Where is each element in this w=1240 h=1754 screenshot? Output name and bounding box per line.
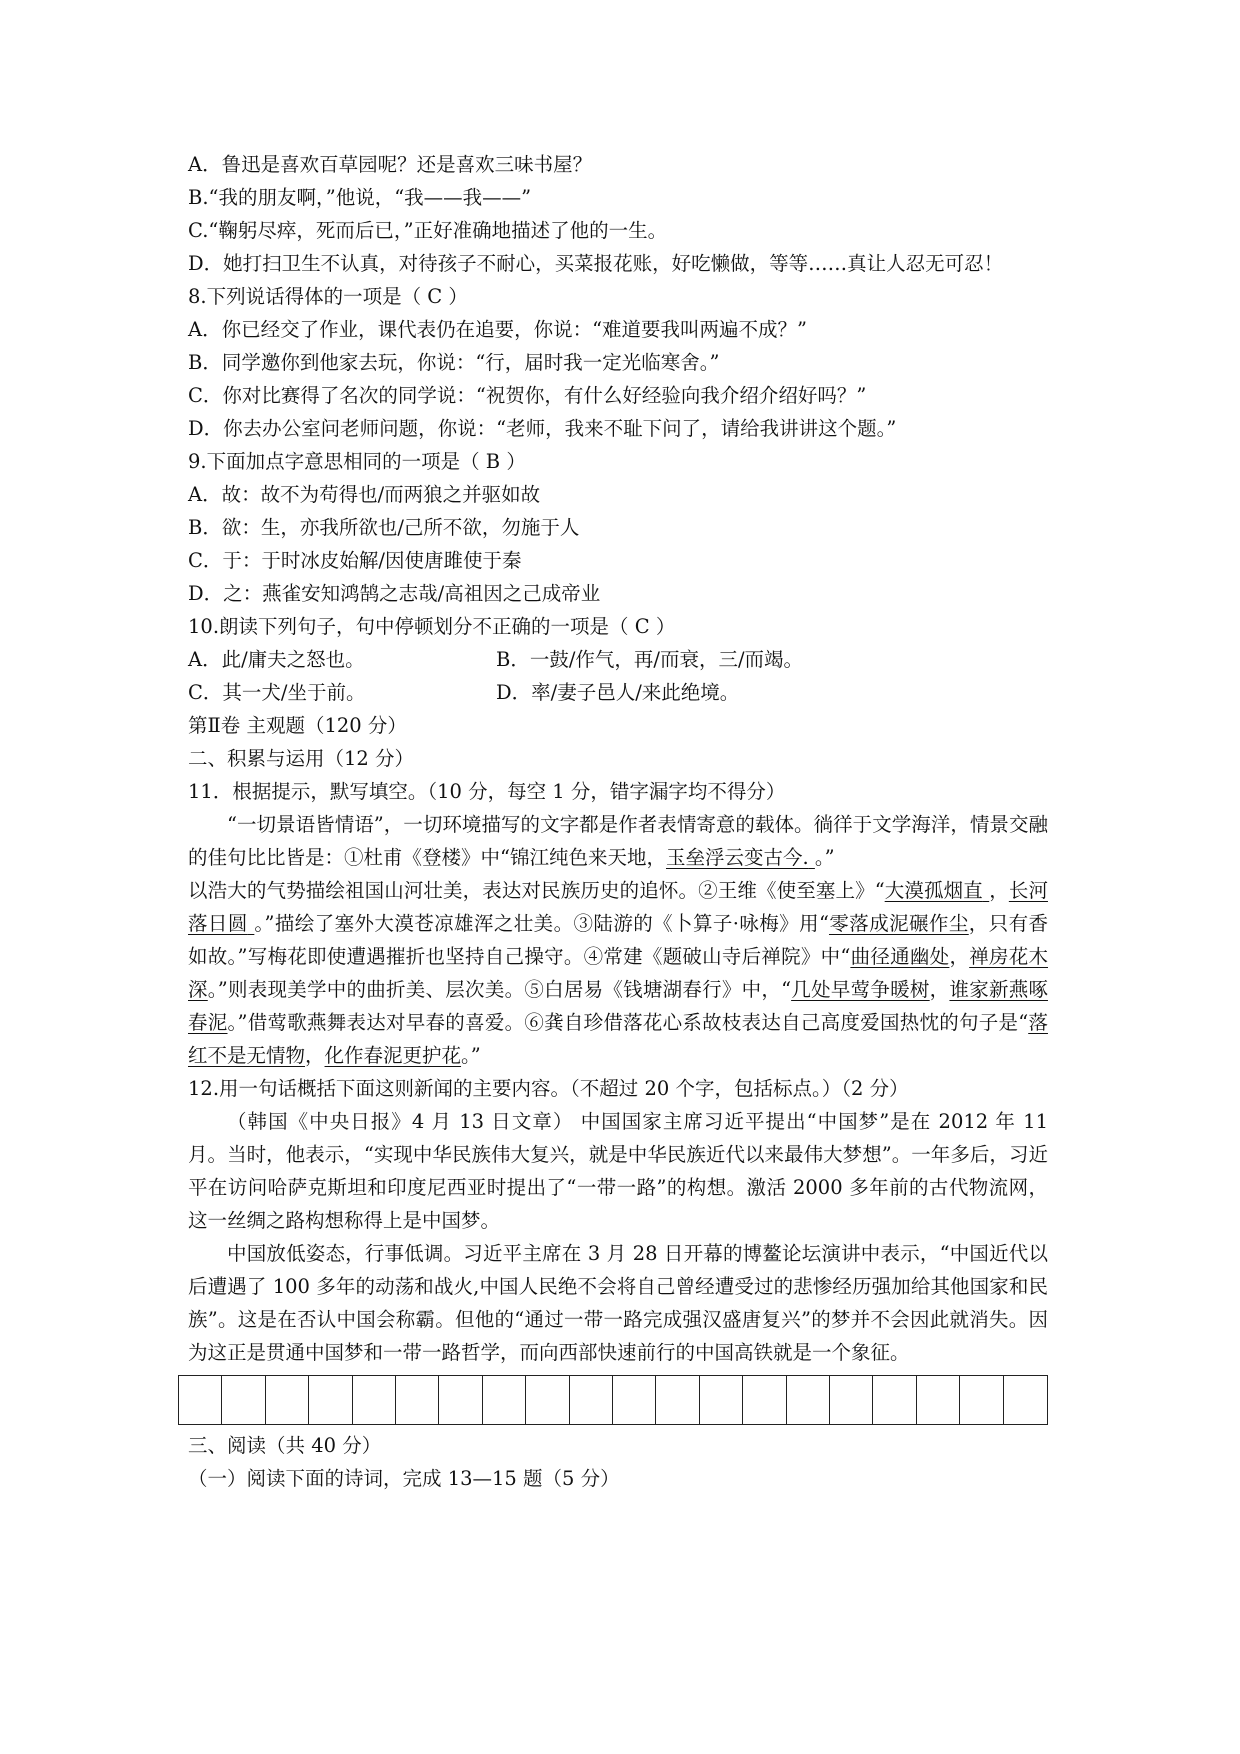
q11-answer-10: 化作春泥更护花 — [324, 1044, 462, 1067]
answer-cell[interactable] — [309, 1376, 352, 1424]
q11-passage-2 — [188, 874, 1048, 1072]
answer-cell[interactable] — [222, 1376, 265, 1424]
q10-row-1 — [188, 643, 1048, 676]
part-3-title: 三、阅读（共 40 分） — [188, 1434, 382, 1457]
q7-option-c: C.“鞠躬尽瘁，死而后已，”正好准确地描述了他的一生。 — [188, 219, 668, 242]
answer-cell[interactable] — [656, 1376, 699, 1424]
q11-stem: 11．根据提示，默写填空。（10 分，每空 1 分，错字漏字均不得分） — [188, 780, 786, 803]
q11-text: 。” — [461, 1044, 481, 1067]
q11-passage-1 — [188, 808, 1048, 874]
q9-option-a: A．故：故不为苟得也/而两狼之并驱如故 — [188, 483, 541, 506]
answer-cell[interactable] — [570, 1376, 613, 1424]
answer-cell[interactable] — [700, 1376, 743, 1424]
q9-option-b: B．欲：生，亦我所欲也/己所不欲，勿施于人 — [188, 516, 580, 539]
section-2-title: 第Ⅱ卷 主观题（120 分） — [188, 714, 407, 737]
q11-answer-1: 玉垒浮云变古今. — [665, 846, 809, 869]
answer-cell[interactable] — [1004, 1376, 1047, 1424]
answer-cell[interactable] — [613, 1376, 656, 1424]
q12-answer-grid[interactable] — [178, 1375, 1048, 1425]
answer-cell[interactable] — [960, 1376, 1003, 1424]
q9-stem: 9.下面加点字意思相同的一项是（ B ） — [188, 450, 526, 473]
answer-cell[interactable] — [266, 1376, 309, 1424]
q11-text: 以浩大的气势描绘祖国山河壮美，表达对民族历史的追怀。②王维《使至塞上》“ — [188, 879, 885, 902]
q11-answer-3: 长河落日圆 — [188, 879, 1048, 935]
q7-option-d: D．她打扫卫生不认真，对待孩子不耐心，买菜报花账，好吃懒做，等等……真让人忍无可忍！ — [188, 252, 1004, 275]
part-2-title: 二、积累与运用（12 分） — [188, 747, 415, 770]
answer-cell[interactable] — [483, 1376, 526, 1424]
q8-option-d: D．你去办公室问老师问题，你说：“老师，我来不耻下问了，请给我讲讲这个题。” — [188, 417, 897, 440]
answer-cell[interactable] — [873, 1376, 916, 1424]
q11-text: “一切景语皆情语”，一切环境描写的文字都是作者表情寄意的载体。徜徉于文学海洋，情景交融的佳句比比皆是：①杜甫《登楼》中“锦江纯色来天地， — [188, 813, 1048, 869]
q9-option-d: D．之：燕雀安知鸿鹄之志哉/高祖因之己成帝业 — [188, 582, 601, 605]
q11-text: 。” — [814, 846, 835, 869]
q11-answer-2: 大漠孤烟直 — [884, 879, 983, 902]
answer-cell[interactable] — [439, 1376, 482, 1424]
q7-option-a: A．鲁迅是喜欢百草园呢？还是喜欢三味书屋？ — [188, 153, 593, 176]
answer-cell[interactable] — [787, 1376, 830, 1424]
q11-answer-4: 零落成泥碾作尘 — [828, 912, 969, 935]
answer-cell[interactable] — [353, 1376, 396, 1424]
q12-stem: 12.用一句话概括下面这则新闻的主要内容。（不超过 20 个字，包括标点。）（2 分） — [188, 1077, 909, 1100]
q11-answer-7: 几处早莺争暖树 — [791, 978, 930, 1001]
q11-answer-8: 谁家新燕啄春泥 — [188, 978, 1048, 1034]
answer-cell[interactable] — [396, 1376, 439, 1424]
q7-option-b: B.“我的朋友啊，”他说，“我——我——” — [188, 186, 532, 209]
q11-answer-5: 曲径通幽处 — [850, 945, 950, 968]
q10-stem: 10.朗读下列句子，句中停顿划分不正确的一项是（ C ） — [188, 615, 676, 638]
q10-option-b: B．一鼓/作气，再/而衰，三/而竭。 — [496, 648, 804, 671]
q8-option-c: C．你对比赛得了名次的同学说：“祝贺你，有什么好经验向我介绍介绍好吗？” — [188, 384, 867, 407]
q11-text: ，只有香如故。”写梅花即使遭遇摧折也坚持自己操守。④常建《题破山寺后禅院》中“ — [188, 912, 1048, 968]
answer-cell[interactable] — [526, 1376, 569, 1424]
part-3-subtitle: （一）阅读下面的诗词，完成 13—15 题（5 分） — [188, 1467, 620, 1490]
answer-cell[interactable] — [917, 1376, 960, 1424]
q11-text: ， — [949, 945, 970, 968]
q11-text: 。”描绘了塞外大漠苍凉雄浑之壮美。③陆游的《卜算子·咏梅》用“ — [254, 912, 829, 935]
q11-answer-6: 禅房花木深 — [188, 945, 1048, 1001]
q10-option-a: A．此/庸夫之怒也。 — [188, 648, 365, 671]
q9-option-c: C．于：于时冰皮始解/因使唐雎使于秦 — [188, 549, 522, 572]
q12-news-paragraph-2: 中国放低姿态，行事低调。习近平主席在 3 月 28 日开幕的博鳌论坛演讲中表示，“中国近代以后遭遇了 100 多年的动荡和战火,中国人民绝不会将自己曾经遭受过的悲惨经历强加给其他国家和民族”。这是在否认中国会称霸。但他的“通过一带一路完成强汉盛唐复兴”的梦并不会因此就消失。因为这正是贯通中国梦和一带一路哲学，而向西部快速前行的中国高铁就是一个象征。 — [188, 1242, 1048, 1364]
answer-cell[interactable] — [830, 1376, 873, 1424]
answer-cell[interactable] — [179, 1376, 222, 1424]
q11-text: ， — [305, 1044, 325, 1067]
q11-answer-9: 落红不是无情物 — [188, 1011, 1048, 1067]
q10-option-c: C．其一犬/坐于前。 — [188, 681, 366, 704]
q10-option-d: D．率/妻子邑人/来此绝境。 — [496, 681, 740, 704]
q8-option-a: A．你已经交了作业，课代表仍在追要，你说：“难道要我叫两遍不成？” — [188, 318, 808, 341]
q11-text: ， — [989, 879, 1009, 902]
q10-row-2 — [188, 676, 1048, 709]
q11-text: 。”借莺歌燕舞表达对早春的喜爱。⑥龚自珍借落花心系故枝表达自己高度爱国热忱的句子是“ — [227, 1011, 1029, 1034]
q11-text: 。”则表现美学中的曲折美、层次美。⑤白居易《钱塘湖春行》中，“ — [207, 978, 792, 1001]
q8-option-b: B．同学邀你到他家去玩，你说：“行，届时我一定光临寒舍。” — [188, 351, 720, 374]
q11-text: ， — [929, 978, 950, 1001]
q8-stem: 8.下列说话得体的一项是（ C ） — [188, 285, 468, 308]
q12-news-paragraph-1: （韩国《中央日报》4 月 13 日文章） 中国国家主席习近平提出“中国梦”是在 2012 年 11 月。当时，他表示，“实现中华民族伟大复兴，就是中华民族近代以来最伟大梦想”。一年多后，习近平在访问哈萨克斯坦和印度尼西亚时提出了“一带一路”的构想。激活 2000 多年前的古代物流网，这一丝绸之路构想称得上是中国梦。 — [188, 1110, 1048, 1232]
exam-page — [188, 148, 1048, 1495]
answer-cell[interactable] — [743, 1376, 786, 1424]
